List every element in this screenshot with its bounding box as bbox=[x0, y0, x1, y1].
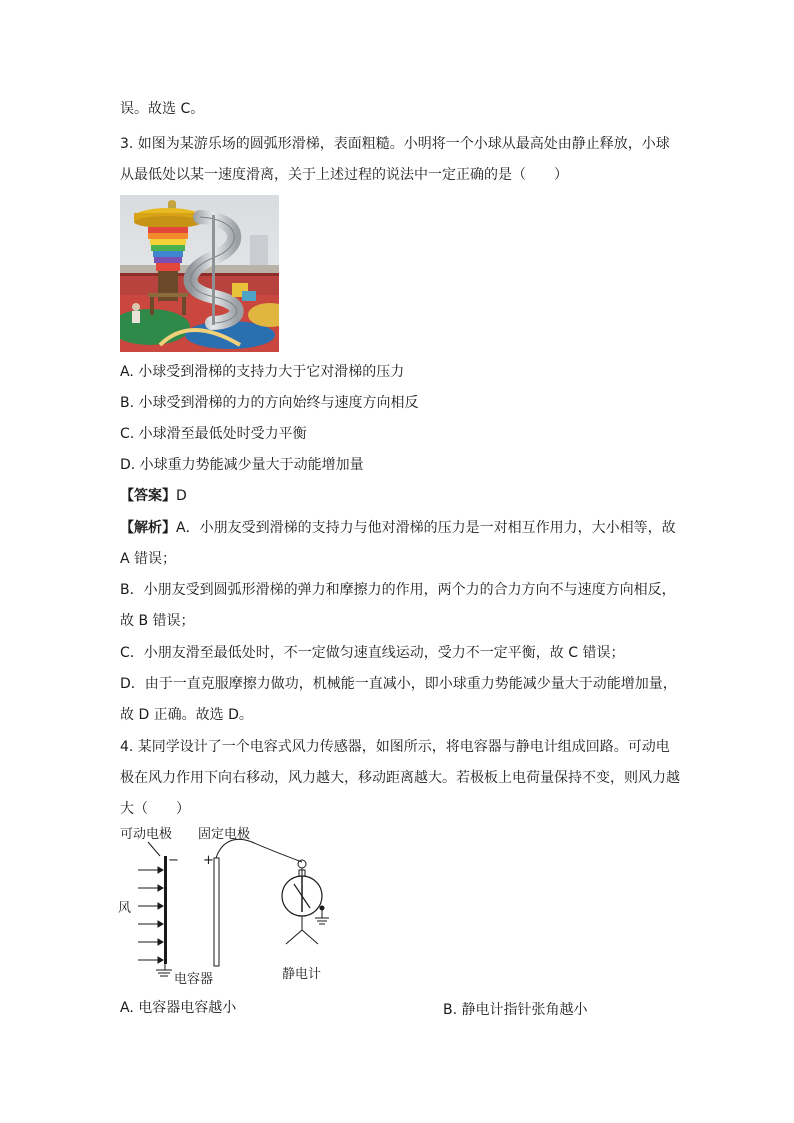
ground-symbol bbox=[156, 964, 172, 976]
wind-label: 风 bbox=[118, 901, 132, 916]
question-4-text: 4. 某同学设计了一个电容式风力传感器，如图所示，将电容器与静电计组成回路。可动电 bbox=[120, 739, 670, 755]
analysis-text: C．小朋友滑至最低处时，不一定做匀速直线运动，受力不一定平衡，故 C 错误； bbox=[120, 645, 625, 661]
option-b: B. 静电计指针张角越小 bbox=[443, 1002, 588, 1018]
fixed-plate bbox=[214, 858, 219, 966]
analysis-text: A 错误； bbox=[120, 551, 177, 567]
analysis-text: B．小朋友受到圆弧形滑梯的弹力和摩擦力的作用，两个力的合力方向不与速度方向相反， bbox=[120, 582, 676, 598]
stand-leg bbox=[286, 930, 302, 944]
option-a: A. 电容器电容越小 bbox=[120, 1000, 237, 1016]
analysis-text: D．由于一直克服摩擦力做功，机械能一直减小，即小球重力势能减少量大于动能增加量， bbox=[120, 676, 677, 692]
stand-leg bbox=[302, 930, 318, 944]
analysis-label: 【解析】 bbox=[120, 520, 176, 536]
analysis-text: A．小朋友受到滑梯的支持力与他对滑梯的压力是一对相互作用力，大小相等，故 bbox=[176, 520, 676, 536]
movable-plate bbox=[164, 856, 167, 964]
movable-electrode-label: 可动电极 bbox=[120, 827, 173, 842]
slide-photo bbox=[120, 195, 279, 352]
answer-value: D bbox=[176, 488, 187, 504]
option-c: C. 小球滑至最低处时受力平衡 bbox=[120, 426, 307, 442]
analysis-text: 故 B 错误； bbox=[120, 613, 195, 629]
answer-line bbox=[120, 486, 187, 506]
option-d: D. 小球重力势能减少量大于动能增加量 bbox=[120, 457, 364, 473]
minus-sign: − bbox=[168, 853, 179, 868]
question-3-text: 从最低处以某一速度滑离，关于上述过程的说法中一定正确的是（ ） bbox=[120, 167, 568, 183]
question-4-text: 大（ ） bbox=[120, 801, 190, 817]
label-pointer bbox=[148, 842, 160, 856]
question-3-text: 3. 如图为某游乐场的圆弧形滑梯，表面粗糙。小明将一个小球从最高处由静止释放，小球 bbox=[120, 136, 670, 152]
electrometer-label: 静电计 bbox=[282, 967, 322, 982]
electrometer-ground bbox=[315, 910, 329, 924]
wind-arrows bbox=[138, 867, 163, 963]
option-a: A. 小球受到滑梯的支持力大于它对滑梯的压力 bbox=[120, 364, 405, 380]
analysis-text: 故 D 正确。故选 D。 bbox=[120, 707, 253, 723]
electrometer-knob bbox=[298, 860, 306, 868]
analysis-line bbox=[120, 518, 676, 538]
plus-sign: + bbox=[203, 853, 214, 868]
option-b: B. 小球受到滑梯的力的方向始终与速度方向相反 bbox=[120, 395, 419, 411]
answer-label: 【答案】 bbox=[120, 488, 176, 504]
connecting-wire bbox=[216, 839, 302, 862]
fixed-electrode-label: 固定电极 bbox=[198, 827, 251, 842]
question-4-text: 极在风力作用下向右移动，风力越大，移动距离越大。若极板上电荷量保持不变，则风力越 bbox=[120, 770, 680, 786]
capacitor-label: 电容器 bbox=[174, 972, 214, 987]
text-line: 误。故选 C。 bbox=[120, 101, 205, 117]
capacitor-diagram bbox=[110, 820, 370, 990]
